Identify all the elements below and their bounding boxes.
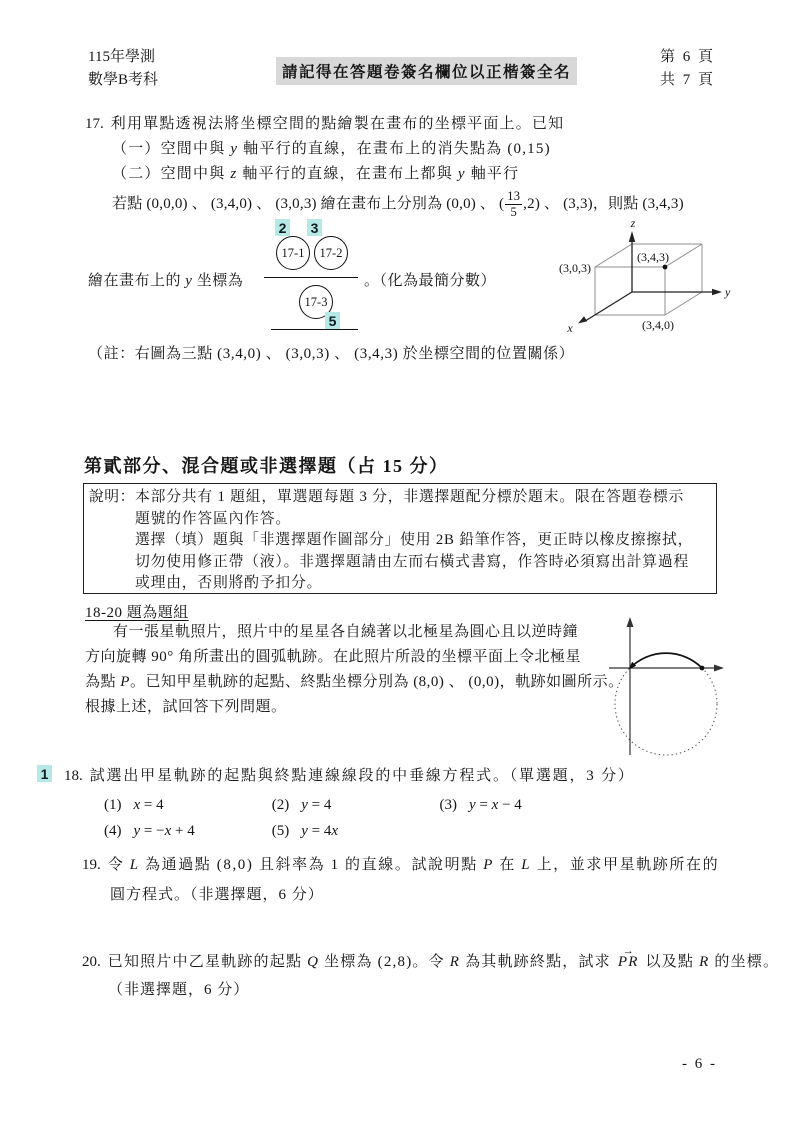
answer-underline [271, 329, 358, 330]
q20-text-b: 以及點 R 的坐標。 [640, 954, 780, 970]
q20-line-2: （非選擇題，6 分） [108, 982, 250, 998]
instruction-line: 或理由，否則將酌予扣分。 [135, 575, 323, 591]
question-20 [82, 940, 779, 1004]
instruction-label: 說明： [89, 489, 135, 505]
q19-line-2: 圓方程式。（非選擇題，6 分） [110, 886, 324, 903]
fraction-denominator: 5 [510, 205, 517, 219]
y-axis-arrow [627, 617, 634, 627]
exam-subject: 數學B考科 [88, 72, 159, 88]
option-label: (5) [271, 823, 290, 839]
passage-line: 根據上述，試回答下列問題。 [85, 699, 287, 715]
passage-line: 有一張星軌照片，照片中的星星各自繞著以北極星為圓心且以逆時鐘 [113, 624, 579, 640]
option-label: (2) [271, 797, 290, 813]
answer-blank-circle-17-2: 17-2 [314, 236, 348, 270]
cuboid-labels [559, 216, 731, 335]
q18-option-1 [104, 792, 268, 818]
q17-condition-1: （一）空間中與 y 軸平行的直線，在畫布上的消失點為 (0,15) [112, 141, 551, 157]
point-303-label: (3,0,3) [559, 261, 591, 275]
q20-line-1 [82, 940, 779, 976]
page-indicator [660, 46, 715, 92]
option-label: (4) [104, 823, 122, 839]
vector-arrow: → [622, 945, 634, 957]
exam-identity [88, 46, 158, 92]
q17-number: 17. [85, 116, 104, 132]
q17-mapping-pre: 若點 (0,0,0) 、 (3,4,0) 、 (3,0,3) 繪在畫布上分別為 (0,0) 、 ( [112, 195, 505, 212]
option-label: (1) [104, 797, 122, 813]
option-formula: y = 4x [301, 823, 339, 839]
star-trail-diagram-svg [595, 600, 745, 765]
annotation-badge-q18: 1 [37, 765, 52, 782]
axis-z-label: z [630, 216, 636, 230]
q17-intro-text: 利用單點透視法將坐標空間的點繪製在畫布的坐標平面上。已知 [110, 116, 565, 132]
trail-arc [630, 653, 702, 668]
instruction-line: 題號的作答區內作答。 [135, 510, 291, 527]
option-formula: y = 4 [301, 797, 332, 813]
point-343-dot [663, 265, 668, 270]
point-343-label: (3,4,3) [637, 250, 669, 264]
annotation-badge-17-1: 2 [275, 219, 290, 236]
q18-option-5 [272, 818, 436, 844]
option-formula: y = −x + 4 [133, 823, 195, 839]
q19-number: 19. [82, 857, 101, 873]
question-group-passage [85, 620, 624, 720]
q17-intro-line [85, 112, 740, 137]
question-17 [85, 112, 740, 187]
q18-options-row-1 [104, 792, 604, 818]
q20-text-a: 已知照片中乙星軌跡的起點 Q 坐標為 (2,8)。令 R 為其軌跡終點，試求 [107, 954, 616, 970]
q18-text: 試選出甲星軌跡的起點與終點連線線段的中垂線方程式。（單選題，3 分） [89, 768, 635, 784]
section2-title: 第貳部分、混合題或非選擇題（占 15 分） [84, 456, 449, 476]
q19-line-1 [82, 851, 719, 881]
start-point-dot [700, 666, 705, 671]
instruction-line: 切勿使用修正帶（液）。非選擇題請由左而右橫式書寫，作答時必須寫出計算過程 [135, 553, 690, 570]
option-label: (3) [439, 797, 457, 813]
answer-fraction-bar [264, 277, 358, 278]
cuboid-diagram-svg [545, 215, 745, 343]
q18-number: 18. [64, 768, 83, 784]
annotation-badge-17-2: 3 [307, 219, 322, 236]
fraction-numerator: 13 [507, 189, 521, 203]
q18-option-3 [440, 792, 604, 818]
instruction-lines [135, 487, 712, 593]
q20-number: 20. [82, 954, 101, 970]
page-total-label: 共 7 頁 [660, 72, 716, 88]
exam-year: 115年學測 [88, 49, 155, 65]
axis-x-label: x [567, 321, 573, 335]
page-footer-number: - 6 - [682, 1056, 717, 1072]
vector-pr-letters: PR [617, 954, 639, 970]
q18-option-4 [104, 818, 268, 844]
q18-option-2 [272, 792, 436, 818]
question-group-heading: 18-20 題為題組 [85, 605, 189, 621]
q18-options-row-2 [104, 818, 604, 844]
annotation-badge-17-3: 5 [325, 312, 340, 329]
passage-line: 方向旋轉 90° 角所畫出的圓弧軌跡。在此照片所設的坐標平面上令北極星 [85, 649, 582, 665]
vector-pr [617, 945, 639, 976]
x-axis-arrow [714, 665, 724, 672]
question-18 [64, 764, 635, 785]
q17-condition-2: （二）空間中與 z 軸平行的直線，在畫布上都與 y 軸平行 [112, 166, 520, 182]
axis-y-label: y [725, 285, 731, 299]
passage-line: 為點 P。已知甲星軌跡的起點、終點坐標分別為 (8,0) 、 (0,0)，軌跡如圖所示。 [85, 674, 624, 690]
answer-blank-circle-17-1: 17-1 [276, 236, 310, 270]
instruction-line: 選擇（填）題與「非選擇題作圖部分」使用 2B 鉛筆作答，更正時以橡皮擦擦拭， [135, 532, 694, 548]
q17-answer-prefix: 繪在畫布上的 y 坐標為 [88, 273, 244, 289]
instruction-line: 本部分共有 1 題組，單選題每題 3 分，非選擇題配分標於題末。限在答題卷標示 [135, 489, 685, 505]
q17-mapping-post: ,2) 、 (3,3)，則點 (3,4,3) [523, 195, 684, 212]
option-formula: y = x − 4 [469, 797, 522, 813]
point-340-label: (3,4,0) [642, 318, 674, 332]
option-formula: x = 4 [133, 797, 164, 813]
q19-text: 令 L 為通過點 (8,0) 且斜率為 1 的直線。試說明點 P 在 L 上，並求甲星軌跡所在的 [107, 857, 720, 873]
answer-blank-circle-17-3: 17-3 [299, 285, 333, 319]
fraction-13-5 [505, 189, 522, 220]
q18-options [104, 792, 604, 844]
q17-answer-suffix: 。（化為最簡分數） [364, 273, 497, 289]
signature-notice: 請記得在答題卷簽名欄位以正楷簽全名 [276, 57, 577, 85]
q17-note: （註：右圖為三點 (3,4,0) 、 (3,0,3) 、 (3,4,3) 於坐標空間的位置關係） [88, 346, 575, 362]
section2-instruction-box [83, 483, 717, 594]
question-19 [82, 851, 719, 910]
page-number-label: 第 6 頁 [660, 49, 716, 65]
